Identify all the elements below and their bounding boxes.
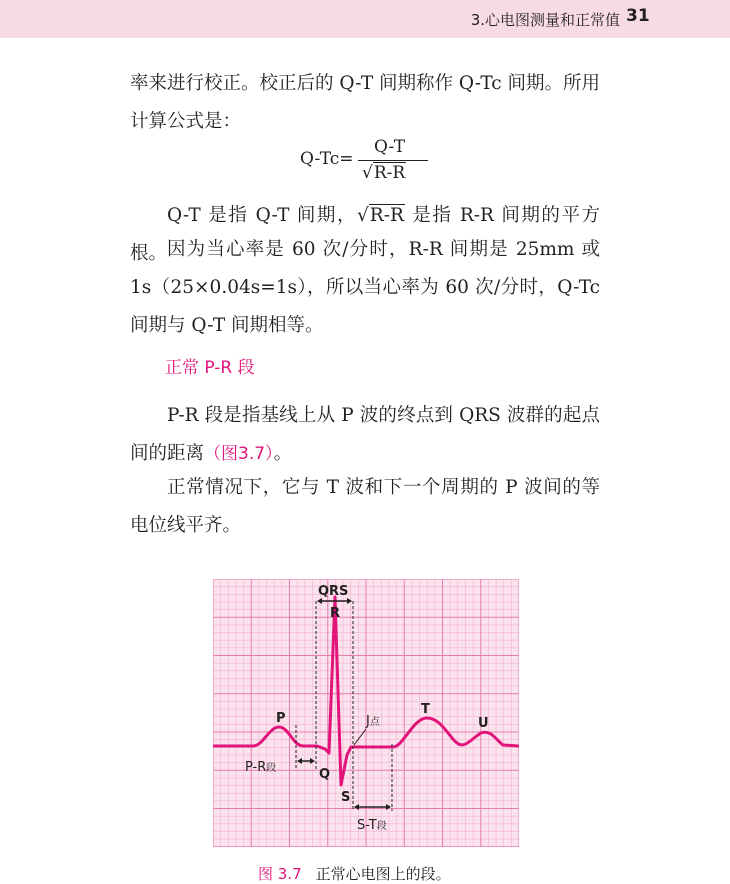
caption-figure-number: 图 3.7 [258, 865, 302, 883]
para2-part1: Q-T 是指 Q-T 间期， [167, 205, 357, 226]
section-heading-pr-segment: 正常 P-R 段 [165, 358, 255, 378]
paragraph-qtc-intro: 率来进行校正。校正后的 Q-T 间期称作 Q-Tc 间期。所用计算公式是： [130, 73, 600, 132]
para2-part2: 是指 R-R 间期的平方根。 [130, 205, 600, 264]
running-head: 3.心电图测量和正常值 [470, 11, 620, 29]
label-pr-char: 段 [266, 763, 277, 774]
radicand-inline: R-R [369, 205, 404, 226]
para4-end: 。 [273, 443, 293, 464]
radicand: R-R [373, 163, 406, 183]
figure-caption [258, 863, 451, 884]
label-j-point [365, 714, 381, 729]
fraction-bar [358, 160, 428, 161]
label-st-char: 段 [376, 821, 387, 832]
formula-denominator [362, 163, 406, 183]
label-u: U [478, 716, 489, 731]
label-r: R [330, 606, 341, 621]
paragraph-isoelectric: 正常情况下，它与 T 波和下一个周期的 P 波间的等电位线平齐。 [130, 477, 600, 536]
figure-reference-link[interactable]: （图3.7） [204, 444, 274, 464]
label-j-char: 点 [369, 717, 380, 728]
radical-sign: √ [362, 163, 373, 183]
ecg-diagram [213, 579, 519, 847]
label-q: Q [319, 767, 331, 782]
label-pr-text: P-R [245, 760, 267, 775]
label-st-text: S-T [357, 818, 377, 833]
paragraph-pr-definition [130, 397, 600, 473]
formula-numerator: Q-T [374, 137, 406, 157]
label-j-letter: J [366, 714, 370, 729]
caption-text: 正常心电图上的段。 [315, 865, 451, 883]
label-p: P [276, 711, 286, 726]
label-st-segment [357, 818, 387, 833]
formula-lhs: Q-Tc= [300, 149, 354, 169]
label-pr-segment [245, 760, 276, 775]
radical-sign-inline: √ [357, 205, 369, 226]
para4-text: P-R 段是指基线上从 P 波的终点到 QRS 波群的起点间的距离 [130, 405, 600, 464]
page-number: 31 [626, 6, 650, 26]
label-qrs: QRS [318, 584, 349, 599]
paragraph-heart-rate: 因为当心率是 60 次/分时，R-R 间期是 25mm 或 1s（25×0.04s=1s），所以当心率为 60 次/分时，Q-Tc 间期与 Q-T 间期相等。 [130, 239, 600, 336]
label-s: S [341, 790, 351, 805]
header-band [0, 0, 730, 38]
label-t: T [421, 702, 430, 717]
